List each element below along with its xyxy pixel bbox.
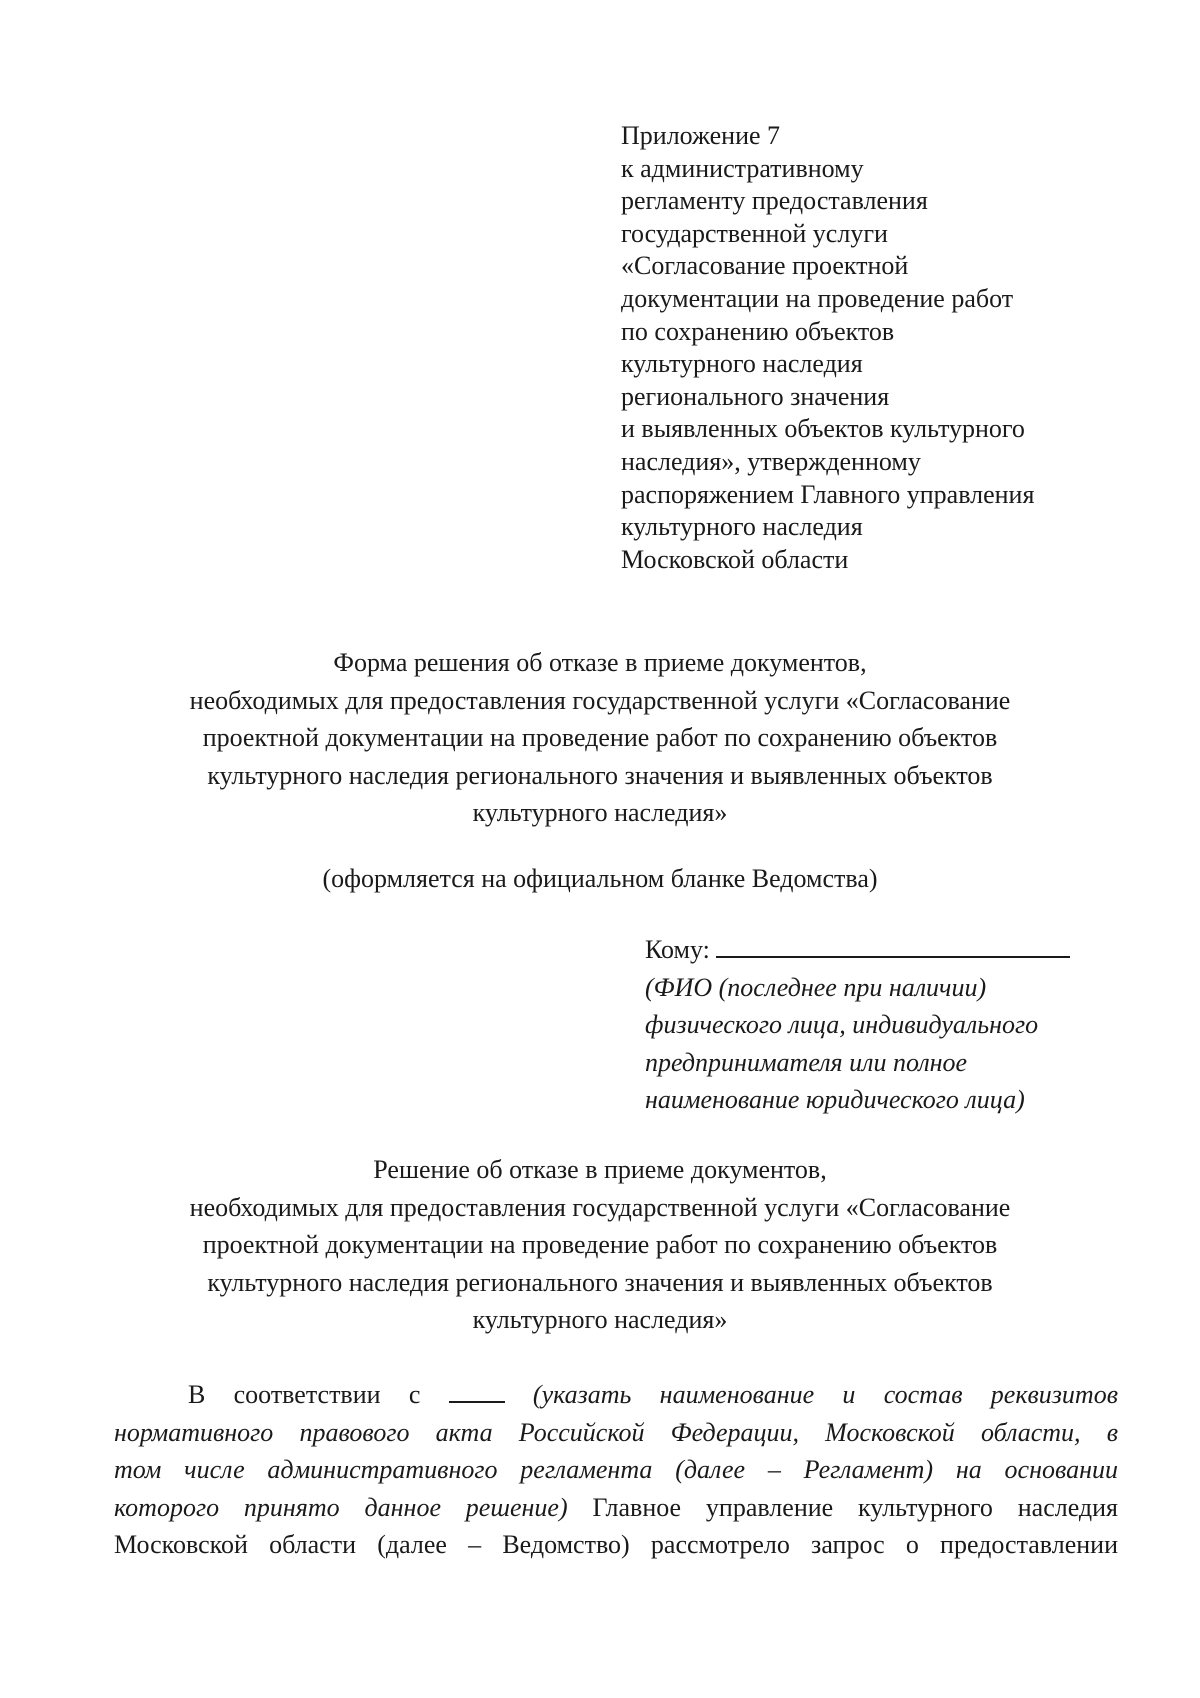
appendix-line: и выявленных объектов культурного [621,414,1025,444]
decision-heading-line: необходимых для предоставления государственной услуги «Согласование [189,1192,1011,1222]
addressee-blank-field [716,930,1070,958]
addressee-hint: (ФИО (последнее при наличии) [645,972,987,1002]
body-text: Главное управление культурного наследия [592,1492,1119,1522]
addressee-hint: наименование юридического лица) [645,1085,1025,1114]
decision-heading [100,1151,1100,1339]
blank-note [100,860,1100,898]
appendix-line: документации на проведение работ [621,283,1014,313]
form-heading-line: необходимых для предоставления государственной услуги «Согласование [189,685,1011,715]
form-heading-line: проектной документации на проведение работ по сохранению объектов [202,723,998,752]
body-italic-line: нормативного правового акта Российской Федерации, Московской области, в [114,1417,1118,1447]
form-heading [100,644,1100,832]
form-heading-line: культурного наследия» [472,798,728,827]
appendix-line: государственной услуги [621,218,888,248]
addressee-label: Кому: [645,935,710,964]
decision-heading-line: проектной документации на проведение работ по сохранению объектов [202,1230,998,1259]
addressee-block [645,930,1105,1119]
appendix-line: регламенту предоставления [621,186,928,216]
appendix-line: к административному [621,153,864,183]
appendix-line: Московской области [621,544,849,574]
appendix-line: регионального значения [621,381,890,411]
appendix-line: «Согласование проектной [621,251,909,281]
decision-heading-line: культурного наследия регионального значения и выявленных объектов [207,1267,993,1297]
form-heading-line: культурного наследия регионального значения и выявленных объектов [207,760,993,790]
appendix-line: по сохранению объектов [621,316,895,346]
appendix-line: наследия», утвержденному [621,446,921,476]
body-italic-text: которого принято данное решение) [114,1492,568,1522]
blank-note-text: (оформляется на официальном бланке Ведомства) [322,864,878,893]
body-text: В соответствии с [188,1380,421,1409]
addressee-hint: физического лица, индивидуального [645,1010,1039,1039]
body-italic-text: (указать наименование и состав реквизитов [532,1380,1118,1409]
addressee-label-line [645,930,1105,969]
appendix-line: культурного наследия [621,349,863,379]
reference-blank-field [449,1379,505,1403]
body-line: Московской области (далее – Ведомство) рассмотрело запрос о предоставлении [114,1530,1118,1559]
appendix-line: культурного наследия [621,512,863,542]
addressee-hint: предпринимателя или полное [645,1047,968,1077]
decision-heading-line: Решение об отказе в приеме документов, [373,1155,827,1184]
body-paragraph [114,1376,1118,1564]
appendix-line: Приложение 7 [621,121,781,150]
body-line [114,1376,1118,1414]
decision-heading-line: культурного наследия» [472,1305,728,1334]
appendix-block [621,120,1081,576]
form-heading-line: Форма решения об отказе в приеме документов, [333,648,867,677]
appendix-line: распоряжением Главного управления [621,479,1035,509]
body-italic-line: том числе административного регламента (далее – Регламент) на основании [114,1455,1118,1484]
body-line [114,1489,1118,1527]
